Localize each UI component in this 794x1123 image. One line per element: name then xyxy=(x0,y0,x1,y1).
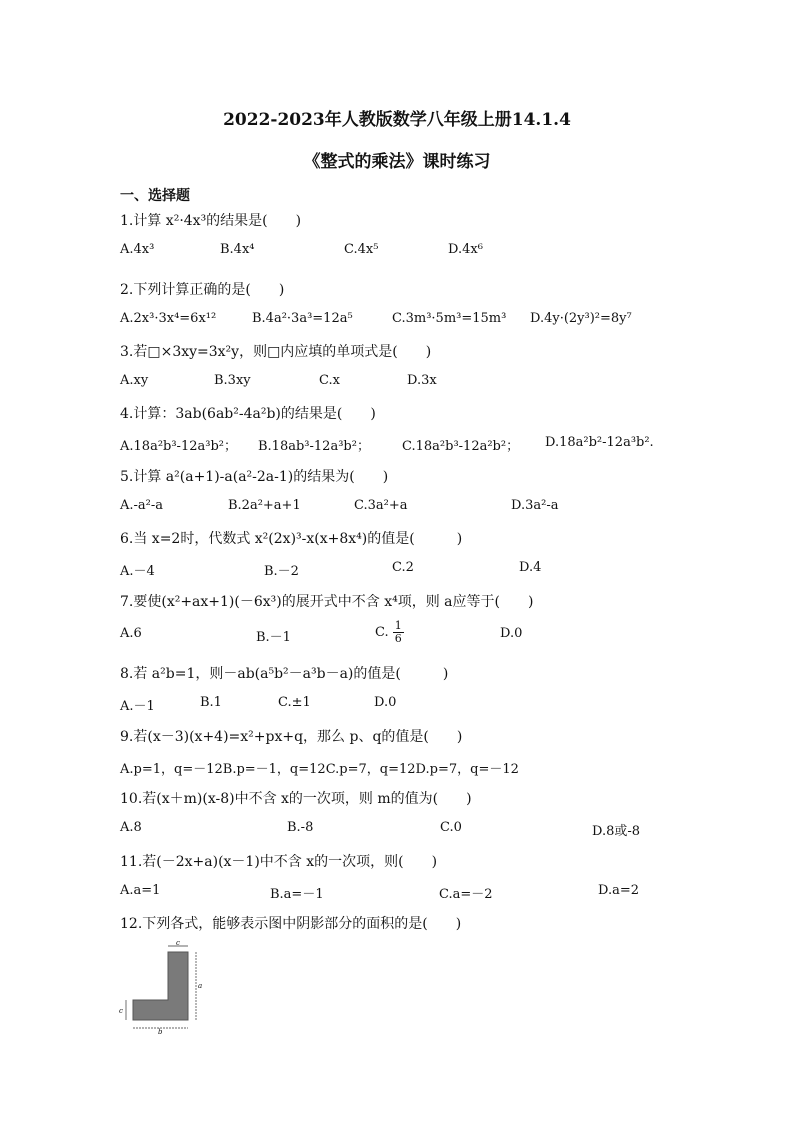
q7-option-c-letter: C. xyxy=(375,625,389,640)
q7-option-d: D.0 xyxy=(500,626,523,641)
q1-option-b: B.4x⁴ xyxy=(220,242,255,257)
q6-option-b: B.－2 xyxy=(264,564,299,579)
q9-options: A.p=1，q=－12B.p=－1，q=12C.p=7，q=12D.p=7，q=－12 xyxy=(120,762,519,777)
question-1: 1.计算 x²·4x³的结果是( ) xyxy=(120,213,302,229)
label-bottom-b: b xyxy=(158,1028,163,1035)
question-9: 9.若(x－3)(x+4)=x²+px+q，那么 p、q的值是( ) xyxy=(120,729,463,745)
q3-option-a: A.xy xyxy=(120,373,149,388)
q10-option-a: A.8 xyxy=(120,820,142,835)
fraction-one-sixth xyxy=(393,620,404,645)
q11-option-a: A.a=1 xyxy=(120,883,161,898)
title-line-1: 2022-2023年人教版数学八年级上册14.1.4 xyxy=(223,110,571,130)
q11-option-d: D.a=2 xyxy=(598,883,640,898)
q7-option-b: B.－1 xyxy=(256,630,291,645)
q3-option-d: D.3x xyxy=(407,373,437,388)
q5-option-d: D.3a²-a xyxy=(511,498,559,513)
q6-option-d: D.4 xyxy=(519,560,542,575)
q8-option-d: D.0 xyxy=(374,695,397,710)
q1-option-c: C.4x⁵ xyxy=(344,242,379,257)
question-8: 8.若 a²b=1，则－ab(a⁵b²－a³b－a)的值是( ) xyxy=(120,666,449,682)
q8-option-b: B.1 xyxy=(200,695,222,710)
q6-option-a: A.－4 xyxy=(120,564,155,579)
fraction-numerator: 1 xyxy=(394,619,402,632)
q7-option-a: A.6 xyxy=(120,626,142,641)
question-4: 4.计算：3ab(6ab²-4a²b)的结果是( ) xyxy=(120,406,376,422)
q4-option-b: B.18ab³-12a³b²； xyxy=(258,439,370,454)
q1-option-d: D.4x⁶ xyxy=(448,242,483,257)
q5-option-a: A.-a²-a xyxy=(120,498,164,513)
q5-option-b: B.2a²+a+1 xyxy=(228,498,301,513)
q10-option-c: C.0 xyxy=(440,820,462,835)
question-7: 7.要使(x²+ax+1)(－6x³)的展开式中不含 x⁴项，则 a应等于( ) xyxy=(120,594,534,610)
question-10: 10.若(x＋m)(x-8)中不含 x的一次项，则 m的值为( ) xyxy=(120,791,472,807)
q4-option-d: D.18a²b²-12a³b². xyxy=(545,435,654,450)
q1-option-a: A.4x³ xyxy=(120,242,155,257)
question-11: 11.若(－2x+a)(x－1)中不含 x的一次项，则( ) xyxy=(120,854,438,870)
q2-option-a: A.2x³·3x⁴=6x¹² xyxy=(120,311,217,326)
l-shape-figure xyxy=(118,940,213,1035)
label-left-c: c xyxy=(119,1007,123,1015)
title-line-2: 《整式的乘法》课时练习 xyxy=(303,152,491,172)
q3-option-c: C.x xyxy=(319,373,340,388)
section-heading: 一、选择题 xyxy=(120,188,190,204)
q10-option-b: B.-8 xyxy=(287,820,314,835)
q7-option-c xyxy=(375,620,404,645)
q5-option-c: C.3a²+a xyxy=(354,498,408,513)
q10-option-d: D.8或-8 xyxy=(592,824,641,839)
q4-option-c: C.18a²b³-12a²b²； xyxy=(402,439,520,454)
question-2: 2.下列计算正确的是( ) xyxy=(120,282,285,298)
q11-option-c: C.a=－2 xyxy=(439,887,493,902)
shaded-l-region xyxy=(133,952,188,1020)
fraction-denominator: 6 xyxy=(394,632,402,645)
question-3: 3.若□×3xy=3x²y，则□内应填的单项式是( ) xyxy=(120,344,432,360)
q3-option-b: B.3xy xyxy=(214,373,251,388)
question-6: 6.当 x=2时，代数式 x²(2x)³-x(x+8x⁴)的值是( ) xyxy=(120,531,463,547)
q2-option-b: B.4a²·3a³=12a⁵ xyxy=(252,311,353,326)
question-5: 5.计算 a²(a+1)-a(a²-2a-1)的结果为( ) xyxy=(120,469,389,485)
label-right-a: a xyxy=(198,982,203,990)
q8-option-a: A.－1 xyxy=(120,699,155,714)
q6-option-c: C.2 xyxy=(392,560,414,575)
q2-option-d: D.4y·(2y³)²=8y⁷ xyxy=(530,311,632,326)
q2-option-c: C.3m³·5m³=15m³ xyxy=(392,311,507,326)
question-12: 12.下列各式，能够表示图中阴影部分的面积的是( ) xyxy=(120,916,462,932)
q4-option-a: A.18a²b³-12a³b²； xyxy=(120,439,237,454)
label-top-c: c xyxy=(176,940,180,947)
q8-option-c: C.±1 xyxy=(278,695,311,710)
q11-option-b: B.a=－1 xyxy=(270,887,324,902)
